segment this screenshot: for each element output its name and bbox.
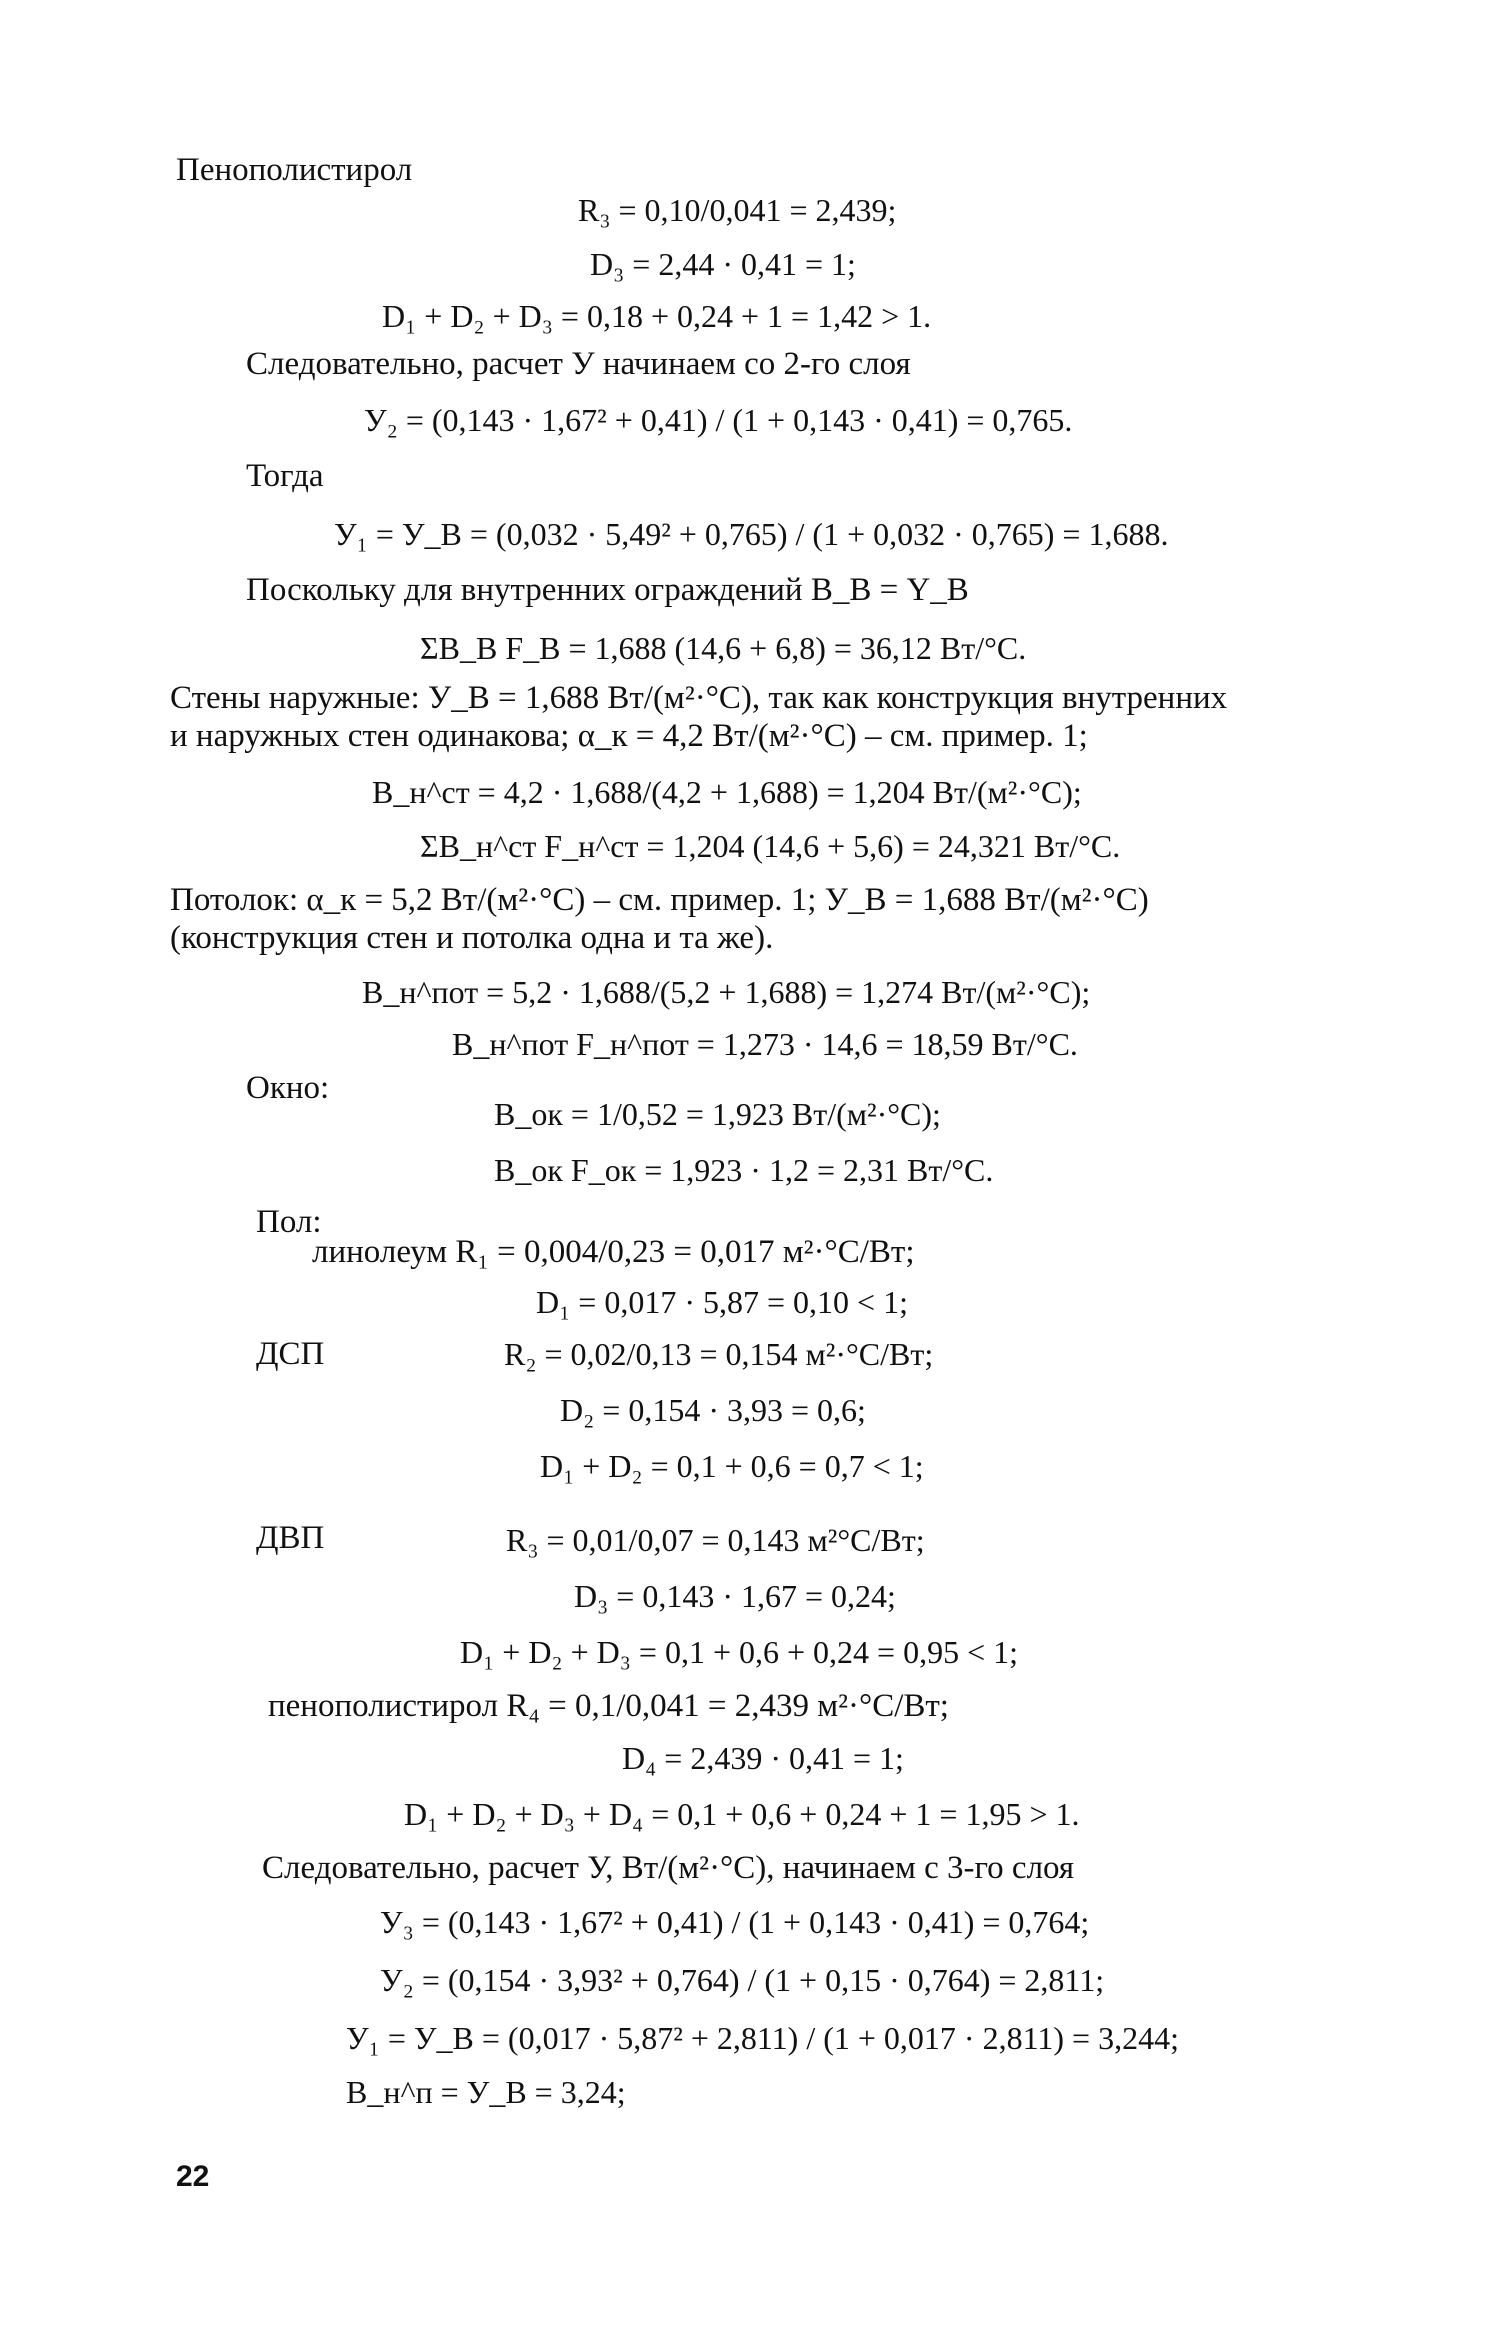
text-line: Следовательно, расчет У, Вт/(м²·°С), начинаем с 3-го слоя	[262, 1850, 1075, 1886]
text-line: пенополистирол R₄ = 0,1/0,041 = 2,439 м²·°С/Вт;	[268, 1688, 949, 1724]
text-line: Пенополистирол	[176, 152, 413, 188]
formula-line: У₂ = (0,143 · 1,67² + 0,41) / (1 + 0,143 · 0,41) = 0,765.	[364, 402, 1073, 438]
text-line: Пол:	[256, 1204, 322, 1240]
formula-line: D₁ + D₂ + D₃ = 0,1 + 0,6 + 0,24 = 0,95 < 1;	[460, 1634, 1019, 1670]
formula-line: B_н^пот = 5,2 · 1,688/(5,2 + 1,688) = 1,274 Вт/(м²·°С);	[362, 974, 1091, 1010]
formula-line: B_н^пот F_н^пот = 1,273 · 14,6 = 18,59 Вт/°С.	[452, 1026, 1078, 1062]
text-line: ДВП	[256, 1520, 325, 1556]
formula-line: D₃ = 2,44 · 0,41 = 1;	[590, 246, 856, 282]
text-line: (конструкция стен и потолка одна и та же).	[170, 920, 774, 956]
text-line: Поскольку для внутренних ограждений B_В = Y_В	[246, 572, 969, 608]
text-line: Стены наружные: У_В = 1,688 Вт/(м²·°С), так как конструкция внутренних	[170, 680, 1228, 716]
text-line: Окно:	[246, 1070, 330, 1106]
formula-line: B_ок = 1/0,52 = 1,923 Вт/(м²·°С);	[494, 1096, 941, 1132]
formula-line: У₁ = У_В = (0,017 · 5,87² + 2,811) / (1 + 0,017 · 2,811) = 3,244;	[346, 2020, 1179, 2056]
formula-line: B_н^ст = 4,2 · 1,688/(4,2 + 1,688) = 1,204 Вт/(м²·°С);	[372, 774, 1082, 810]
formula-line: R₃ = 0,10/0,041 = 2,439;	[578, 192, 897, 228]
formula-line: D₁ + D₂ + D₃ + D₄ = 0,1 + 0,6 + 0,24 + 1 = 1,95 > 1.	[404, 1796, 1080, 1832]
formula-line: D₄ = 2,439 · 0,41 = 1;	[622, 1740, 904, 1776]
text-line: Тогда	[246, 458, 324, 494]
text-line: Следовательно, расчет У начинаем со 2-го слоя	[246, 346, 911, 382]
formula-line: R₃ = 0,01/0,07 = 0,143 м²°С/Вт;	[506, 1522, 925, 1558]
formula-line: D₁ + D₂ + D₃ = 0,18 + 0,24 + 1 = 1,42 > 1.	[382, 298, 932, 334]
text-line: и наружных стен одинакова; α_к = 4,2 Вт/(м²·°С) – см. пример. 1;	[170, 718, 1088, 754]
formula-line: У₃ = (0,143 · 1,67² + 0,41) / (1 + 0,143 · 0,41) = 0,764;	[380, 1904, 1090, 1940]
formula-line: D₃ = 0,143 · 1,67 = 0,24;	[574, 1578, 896, 1614]
formula-line: D₂ = 0,154 · 3,93 = 0,6;	[560, 1392, 866, 1428]
formula-line: R₂ = 0,02/0,13 = 0,154 м²·°С/Вт;	[504, 1336, 934, 1372]
formula-line: B_ок F_ок = 1,923 · 1,2 = 2,31 Вт/°С.	[494, 1152, 994, 1188]
formula-line: ΣB_В F_В = 1,688 (14,6 + 6,8) = 36,12 Вт/°С.	[420, 630, 1027, 666]
formula-line: У₂ = (0,154 · 3,93² + 0,764) / (1 + 0,15 · 0,764) = 2,811;	[380, 1962, 1105, 1998]
text-line: ДСП	[256, 1336, 325, 1372]
formula-line: B_н^п = У_В = 3,24;	[346, 2074, 626, 2110]
formula-line: D₁ + D₂ = 0,1 + 0,6 = 0,7 < 1;	[540, 1448, 924, 1484]
text-line: Потолок: α_к = 5,2 Вт/(м²·°С) – см. пример. 1; У_В = 1,688 Вт/(м²·°С)	[170, 882, 1149, 918]
formula-line: У₁ = У_В = (0,032 · 5,49² + 0,765) / (1 + 0,032 · 0,765) = 1,688.	[334, 516, 1169, 552]
page-number: 22	[176, 2160, 210, 2193]
formula-line: D₁ = 0,017 · 5,87 = 0,10 < 1;	[536, 1284, 908, 1320]
formula-line: ΣB_н^ст F_н^ст = 1,204 (14,6 + 5,6) = 24,321 Вт/°С.	[420, 828, 1121, 864]
text-line: линолеум R₁ = 0,004/0,23 = 0,017 м²·°С/Вт;	[312, 1234, 915, 1270]
